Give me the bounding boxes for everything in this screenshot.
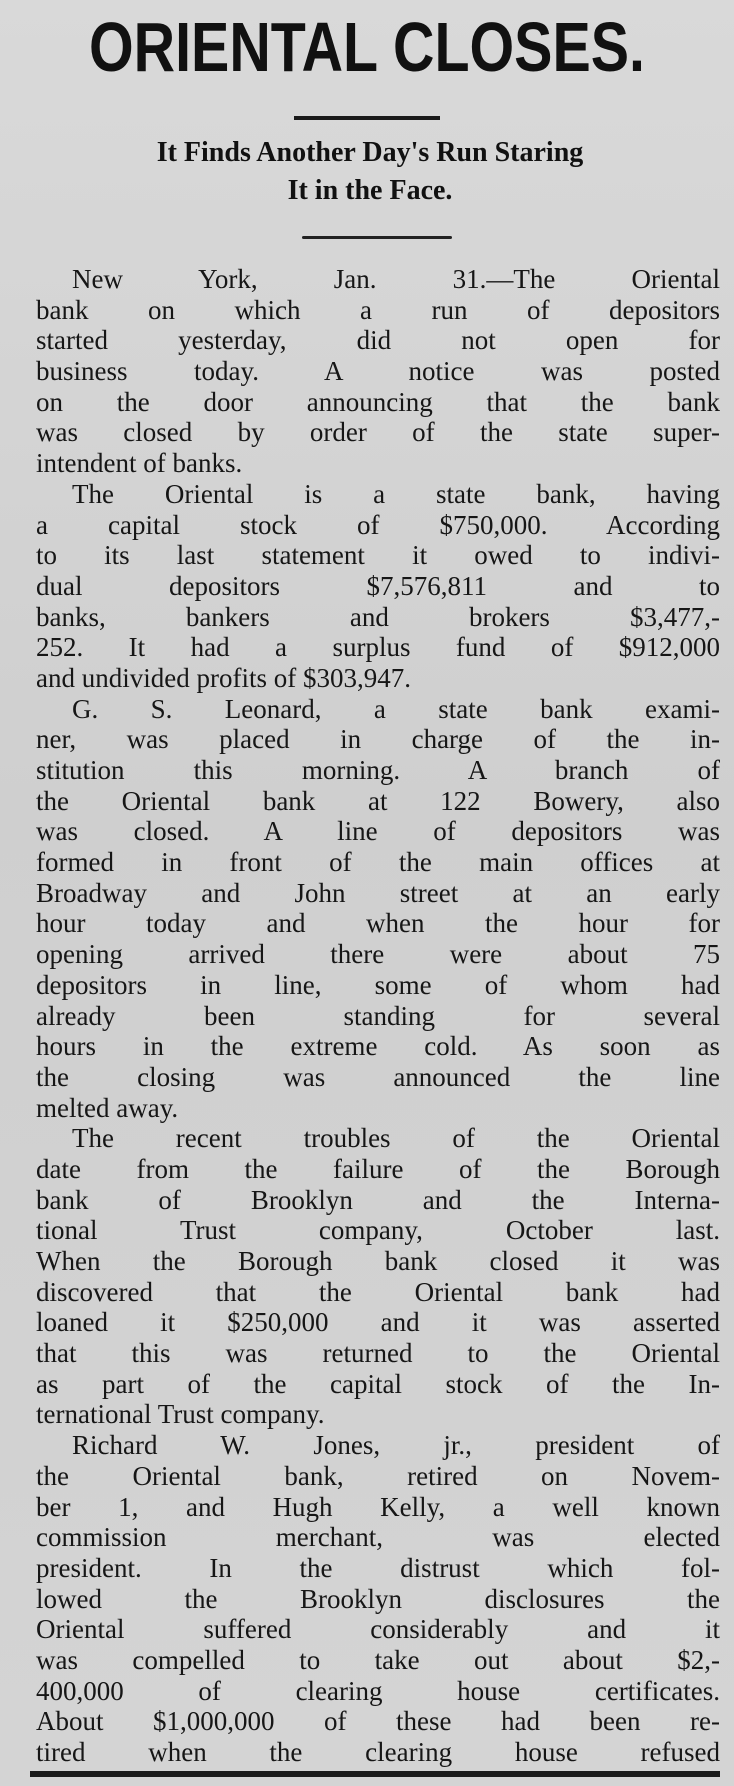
- article-line: and undivided profits of $303,947.: [36, 662, 411, 693]
- article-line: was closed by order of the state super-: [36, 417, 720, 448]
- headline: ORIENTAL CLOSES.: [89, 8, 645, 86]
- article-body: [36, 264, 720, 1768]
- article-line: the Oriental bank at 122 Bowery, also: [36, 785, 720, 816]
- article-line: was compelled to take out about $2,-: [36, 1644, 720, 1675]
- article-line: melted away.: [36, 1092, 179, 1123]
- article-line: Oriental suffered considerably and it: [36, 1614, 720, 1645]
- article-line: When the Borough bank closed it was: [36, 1246, 720, 1276]
- article-line: was closed. A line of depositors was: [36, 816, 720, 847]
- subheadline-line: It Finds Another Day's Run Staring: [156, 137, 584, 168]
- article-line: 400,000 of clearing house certificates.: [36, 1675, 720, 1706]
- article-line: lowed the Brooklyn disclosures the: [36, 1583, 720, 1614]
- article-line: already been standing for several: [36, 1000, 720, 1031]
- article-line: that this was returned to the Oriental: [36, 1338, 720, 1369]
- article-line: The Oriental is a state bank, having: [72, 478, 720, 509]
- headline-rule: [294, 116, 440, 120]
- article-line: the closing was announced the line: [36, 1061, 720, 1092]
- bottom-rule: [30, 1771, 720, 1777]
- article-line: to its last statement it owed to indivi-: [36, 540, 720, 571]
- article-line: a capital stock of $750,000. According: [36, 509, 720, 540]
- article-line: depositors in line, some of whom had: [36, 969, 720, 1000]
- article-line: dual depositors $7,576,811 and to: [36, 570, 720, 601]
- article-line: commission merchant, was elected: [36, 1522, 720, 1553]
- article-line: The recent troubles of the Oriental: [72, 1123, 720, 1154]
- article-line: intendent of banks.: [36, 448, 243, 479]
- article-line: ternational Trust company.: [36, 1399, 325, 1430]
- article-line: loaned it $250,000 and it was asserted: [36, 1307, 720, 1338]
- article-line: hours in the extreme cold. As soon as: [36, 1031, 720, 1062]
- article-line: started yesterday, did not open for: [36, 325, 720, 356]
- article-line: bank of Brooklyn and the Interna-: [36, 1184, 720, 1215]
- article-line: stitution this morning. A branch of: [36, 755, 720, 785]
- article-line: the Oriental bank, retired on Novem-: [36, 1460, 720, 1491]
- article-line: on the door announcing that the bank: [36, 386, 720, 417]
- article-line: opening arrived there were about 75: [36, 939, 720, 970]
- article-line: ner, was placed in charge of the in-: [36, 724, 720, 755]
- article-line: discovered that the Oriental bank had: [36, 1276, 720, 1307]
- subheadline: [20, 134, 720, 210]
- article-line: New York, Jan. 31.—The Oriental: [72, 264, 720, 294]
- article-line: G. S. Leonard, a state bank exami-: [72, 693, 720, 724]
- article-line: bank on which a run of depositors: [36, 294, 720, 325]
- section-divider: [302, 236, 452, 239]
- article-line: tional Trust company, October last.: [36, 1215, 720, 1246]
- article-line: ber 1, and Hugh Kelly, a well known: [36, 1491, 720, 1522]
- article-line: formed in front of the main offices at: [36, 847, 720, 878]
- article-line: date from the failure of the Borough: [36, 1153, 720, 1184]
- article-line: president. In the distrust which fol-: [36, 1552, 720, 1583]
- article-line: tired when the clearing house refused: [36, 1737, 720, 1767]
- subheadline-line: It in the Face.: [287, 175, 453, 206]
- article-line: banks, bankers and brokers $3,477,-: [36, 601, 720, 632]
- article-line: hour today and when the hour for: [36, 908, 720, 939]
- article-line: business today. A notice was posted: [36, 356, 720, 387]
- article-line: Broadway and John street at an early: [36, 877, 720, 908]
- article-line: About $1,000,000 of these had been re-: [36, 1706, 720, 1737]
- article-line: as part of the capital stock of the In-: [36, 1368, 720, 1399]
- article-line: Richard W. Jones, jr., president of: [72, 1430, 720, 1461]
- article-line: 252. It had a surplus fund of $912,000: [36, 632, 720, 663]
